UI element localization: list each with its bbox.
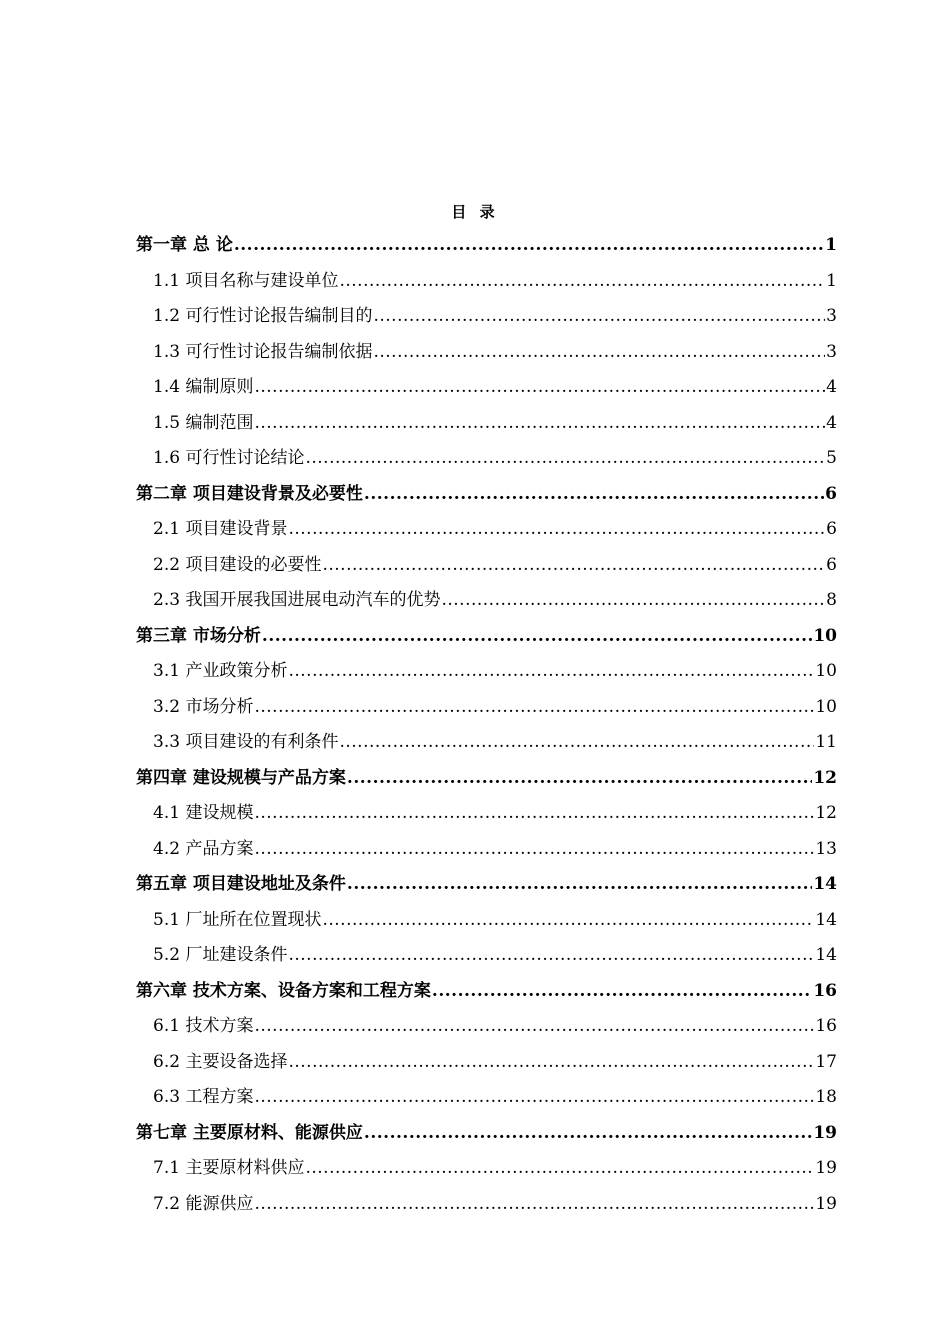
toc-entry-label: 第三章 市场分析 — [136, 625, 261, 646]
dot-leader — [432, 977, 812, 1005]
toc-section-entry[interactable] — [136, 515, 837, 551]
toc-page-number: 10 — [815, 661, 837, 681]
toc-list — [136, 231, 837, 1225]
dot-leader — [288, 657, 814, 685]
toc-section-entry[interactable] — [136, 906, 837, 942]
toc-page-number: 14 — [815, 945, 837, 965]
toc-page-number: 1 — [825, 235, 837, 255]
toc-section-entry[interactable] — [136, 267, 837, 303]
toc-entry-label: 2.2 项目建设的必要性 — [153, 554, 322, 575]
toc-entry-label: 1.3 可行性讨论报告编制依据 — [153, 341, 373, 362]
toc-page-number: 18 — [815, 1087, 837, 1107]
dot-leader — [288, 941, 814, 969]
dot-leader — [254, 373, 825, 401]
toc-page-number: 16 — [813, 980, 837, 1001]
toc-section-entry[interactable] — [136, 835, 837, 871]
toc-page-number: 6 — [826, 519, 837, 539]
toc-entry-label: 第六章 技术方案、设备方案和工程方案 — [136, 980, 431, 1001]
toc-chapter-entry[interactable] — [136, 622, 837, 658]
dot-leader — [234, 231, 824, 259]
toc-section-entry[interactable] — [136, 551, 837, 587]
toc-section-entry[interactable] — [136, 1048, 837, 1084]
toc-page-number: 1 — [826, 270, 837, 291]
toc-entry-label: 1.4 编制原则 — [153, 377, 254, 397]
dot-leader — [373, 338, 825, 366]
toc-page-number: 4 — [826, 377, 837, 397]
dot-leader — [364, 1119, 812, 1147]
toc-entry-label: 6.3 工程方案 — [153, 1087, 254, 1107]
toc-chapter-entry[interactable] — [136, 1119, 837, 1155]
toc-entry-label: 3.1 产业政策分析 — [153, 661, 288, 681]
dot-leader — [254, 1012, 814, 1040]
toc-section-entry[interactable] — [136, 444, 837, 480]
toc-chapter-entry[interactable] — [136, 870, 837, 906]
toc-page-number: 14 — [815, 909, 837, 930]
toc-page-number: 8 — [826, 590, 837, 610]
toc-section-entry[interactable] — [136, 586, 837, 622]
dot-leader — [254, 1190, 814, 1218]
toc-entry-label: 5.2 厂址建设条件 — [153, 945, 288, 965]
toc-page-number: 10 — [815, 696, 837, 717]
toc-section-entry[interactable] — [136, 1154, 837, 1190]
dot-leader — [364, 480, 824, 508]
toc-page-number: 19 — [813, 1122, 837, 1143]
toc-page-number: 11 — [815, 732, 837, 752]
toc-page-number: 5 — [826, 448, 837, 468]
toc-entry-label: 2.3 我国开展我国进展电动汽车的优势 — [153, 590, 441, 610]
toc-entry-label: 1.1 项目名称与建设单位 — [153, 270, 339, 291]
dot-leader — [339, 267, 825, 295]
toc-section-entry[interactable] — [136, 799, 837, 835]
toc-section-entry[interactable] — [136, 1012, 837, 1048]
toc-page-number: 12 — [813, 767, 837, 788]
toc-entry-label: 7.1 主要原材料供应 — [153, 1158, 305, 1178]
toc-page-number: 13 — [815, 838, 837, 859]
toc-entry-label: 7.2 能源供应 — [153, 1193, 254, 1214]
dot-leader — [254, 799, 814, 827]
toc-page-number: 6 — [826, 554, 837, 575]
dot-leader — [288, 1048, 814, 1076]
toc-section-entry[interactable] — [136, 728, 837, 764]
toc-entry-label: 第二章 项目建设背景及必要性 — [136, 483, 363, 504]
toc-entry-label: 3.3 项目建设的有利条件 — [153, 732, 339, 752]
toc-chapter-entry[interactable] — [136, 231, 837, 267]
dot-leader — [254, 835, 814, 863]
toc-entry-label: 第五章 项目建设地址及条件 — [136, 874, 346, 894]
dot-leader — [347, 870, 812, 898]
toc-section-entry[interactable] — [136, 693, 837, 729]
dot-leader — [339, 728, 814, 756]
toc-title: 目 录 — [451, 203, 499, 221]
toc-entry-label: 6.1 技术方案 — [153, 1016, 254, 1036]
toc-entry-label: 第四章 建设规模与产品方案 — [136, 767, 346, 788]
toc-section-entry[interactable] — [136, 1190, 837, 1226]
dot-leader — [254, 1083, 814, 1111]
toc-entry-label: 1.2 可行性讨论报告编制目的 — [153, 306, 373, 326]
toc-page-number: 19 — [815, 1158, 837, 1178]
toc-section-entry[interactable] — [136, 941, 837, 977]
toc-page-number: 12 — [815, 803, 837, 823]
dot-leader — [347, 764, 812, 792]
dot-leader — [322, 906, 814, 934]
toc-entry-label: 4.2 产品方案 — [153, 838, 254, 859]
toc-entry-label: 4.1 建设规模 — [153, 803, 254, 823]
dot-leader — [441, 586, 825, 614]
toc-chapter-entry[interactable] — [136, 480, 837, 516]
toc-page-number: 3 — [826, 341, 837, 362]
dot-leader — [322, 551, 825, 579]
toc-page-number: 19 — [815, 1193, 837, 1214]
toc-section-entry[interactable] — [136, 302, 837, 338]
toc-page-number: 3 — [826, 306, 837, 326]
toc-section-entry[interactable] — [136, 338, 837, 374]
toc-entry-label: 第一章 总 论 — [136, 235, 233, 255]
toc-page-number: 6 — [825, 483, 837, 504]
toc-page-number: 4 — [826, 412, 837, 433]
dot-leader — [254, 693, 814, 721]
dot-leader — [373, 302, 825, 330]
toc-section-entry[interactable] — [136, 373, 837, 409]
dot-leader — [305, 1154, 814, 1182]
toc-entry-label: 第七章 主要原材料、能源供应 — [136, 1122, 363, 1143]
dot-leader — [262, 622, 812, 650]
toc-page-number: 14 — [813, 874, 837, 894]
toc-section-entry[interactable] — [136, 1083, 837, 1119]
dot-leader — [305, 444, 825, 472]
dot-leader — [254, 409, 825, 437]
toc-entry-label: 1.6 可行性讨论结论 — [153, 448, 305, 468]
toc-page-number: 17 — [815, 1051, 837, 1072]
toc-section-entry[interactable] — [136, 657, 837, 693]
toc-entry-label: 6.2 主要设备选择 — [153, 1051, 288, 1072]
toc-chapter-entry[interactable] — [136, 977, 837, 1013]
toc-entry-label: 1.5 编制范围 — [153, 412, 254, 433]
toc-chapter-entry[interactable] — [136, 764, 837, 800]
dot-leader — [288, 515, 825, 543]
toc-entry-label: 3.2 市场分析 — [153, 696, 254, 717]
toc-entry-label: 5.1 厂址所在位置现状 — [153, 909, 322, 930]
toc-page-number: 10 — [813, 625, 837, 646]
toc-section-entry[interactable] — [136, 409, 837, 445]
toc-page-number: 16 — [815, 1016, 837, 1036]
toc-entry-label: 2.1 项目建设背景 — [153, 519, 288, 539]
